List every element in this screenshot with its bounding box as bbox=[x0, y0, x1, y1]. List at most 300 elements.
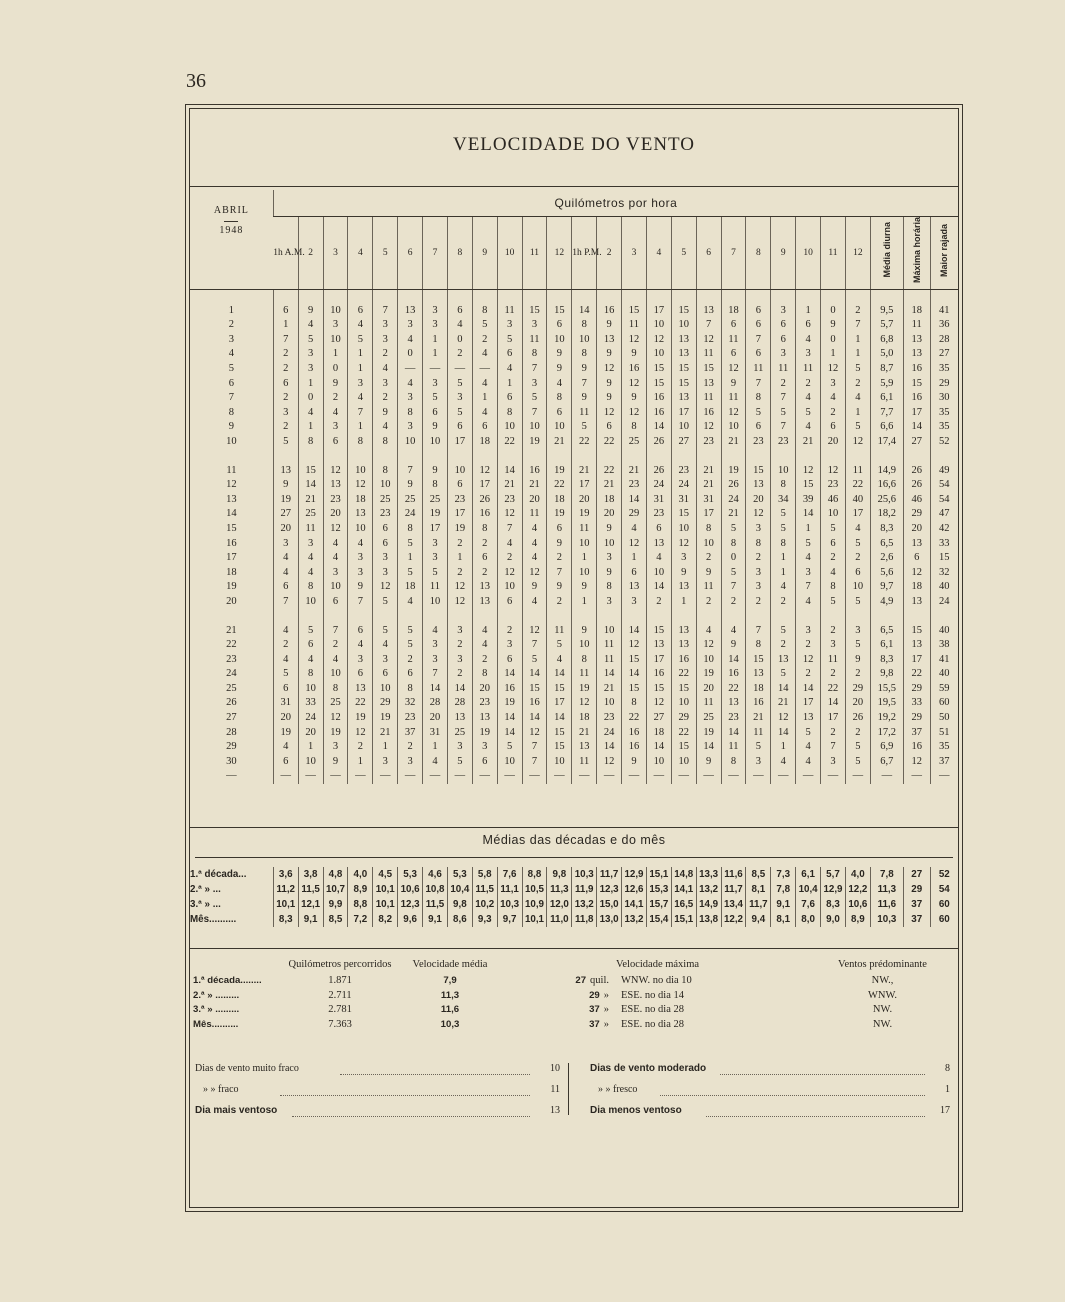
means-cell: 11,6 bbox=[721, 867, 746, 882]
value-cell: 6 bbox=[796, 318, 821, 333]
value-cell: 12 bbox=[497, 507, 522, 522]
value-cell: 29 bbox=[373, 696, 398, 711]
value-cell: 29 bbox=[903, 507, 930, 522]
value-cell: 9,7 bbox=[870, 580, 903, 595]
prevailing-wind: NW. bbox=[872, 1004, 893, 1015]
value-cell: 12 bbox=[721, 406, 746, 421]
day-cell: 6 bbox=[228, 377, 235, 389]
value-cell: 3 bbox=[398, 318, 423, 333]
table-row bbox=[190, 304, 958, 319]
means-cell: 14,8 bbox=[671, 867, 696, 882]
spacer-cell bbox=[298, 289, 323, 304]
value-cell: 14 bbox=[646, 580, 671, 595]
means-cell: 4,0 bbox=[348, 867, 373, 882]
value-cell: 14 bbox=[447, 682, 472, 697]
value-cell: 15 bbox=[547, 682, 572, 697]
value-cell: 21 bbox=[547, 435, 572, 450]
spacer-cell bbox=[930, 610, 958, 624]
means-cell: 14,9 bbox=[696, 897, 721, 912]
value-cell: 13 bbox=[721, 696, 746, 711]
day-cell: 19 bbox=[226, 581, 237, 593]
value-cell: 17 bbox=[447, 507, 472, 522]
value-cell: 5 bbox=[771, 406, 796, 421]
value-cell: 6,5 bbox=[870, 624, 903, 639]
means-cell: 4,5 bbox=[373, 867, 398, 882]
value-cell: 15 bbox=[671, 507, 696, 522]
means-cell: 15,0 bbox=[597, 897, 622, 912]
means-cell: 8,5 bbox=[746, 867, 771, 882]
value-cell: 20 bbox=[597, 507, 622, 522]
value-cell: 4 bbox=[796, 551, 821, 566]
value-cell: 4 bbox=[323, 406, 348, 421]
value-cell: 6 bbox=[646, 522, 671, 537]
value-cell: 3 bbox=[447, 624, 472, 639]
value-cell: 11 bbox=[696, 580, 721, 595]
value-cell: 21 bbox=[597, 478, 622, 493]
spacer-cell bbox=[721, 450, 746, 464]
value-cell: 16 bbox=[903, 391, 930, 406]
spacer-cell bbox=[845, 289, 870, 304]
value-cell: 13 bbox=[572, 740, 597, 755]
value-cell: 5 bbox=[796, 537, 821, 552]
value-cell: 2 bbox=[472, 333, 497, 348]
summary-header: Quilómetros percorridos bbox=[288, 958, 392, 970]
value-cell: 2 bbox=[323, 391, 348, 406]
value-cell: 4 bbox=[323, 653, 348, 668]
spacer-cell bbox=[845, 610, 870, 624]
extra-column-header bbox=[930, 217, 958, 290]
value-cell: 1 bbox=[671, 595, 696, 610]
dash-cell: — bbox=[671, 769, 696, 784]
means-cell: 12,0 bbox=[547, 897, 572, 912]
mean-speed-cell: 11,3 bbox=[440, 989, 460, 1001]
means-cell: 3,8 bbox=[298, 867, 323, 882]
means-cell: 11,7 bbox=[721, 882, 746, 897]
spacer-cell bbox=[398, 289, 423, 304]
day-cell: 3 bbox=[228, 333, 235, 345]
value-cell: 6 bbox=[348, 667, 373, 682]
means-cell: 15,7 bbox=[646, 897, 671, 912]
value-cell: 5 bbox=[821, 522, 846, 537]
value-cell: 4 bbox=[472, 406, 497, 421]
value-cell: 3 bbox=[373, 377, 398, 392]
value-cell: 6 bbox=[547, 318, 572, 333]
value-cell: 10 bbox=[845, 580, 870, 595]
table-row bbox=[190, 551, 958, 566]
spacer-cell bbox=[472, 610, 497, 624]
value-cell: 3 bbox=[821, 377, 846, 392]
value-cell: 13 bbox=[746, 478, 771, 493]
day-cell: 9 bbox=[228, 421, 235, 433]
value-cell: 11 bbox=[547, 624, 572, 639]
value-cell: 14 bbox=[547, 667, 572, 682]
means-cell: 12,9 bbox=[821, 882, 846, 897]
value-cell: 10 bbox=[572, 537, 597, 552]
table-row bbox=[190, 478, 958, 493]
value-cell: 7 bbox=[796, 580, 821, 595]
summary-label: 3.ª » ......... bbox=[193, 1004, 240, 1015]
hour-header: 5 bbox=[671, 217, 696, 290]
value-cell: 14 bbox=[696, 740, 721, 755]
value-cell: 4 bbox=[845, 522, 870, 537]
means-cell: 9,0 bbox=[821, 912, 846, 927]
value-cell: 10 bbox=[323, 667, 348, 682]
means-cell: 10,3 bbox=[497, 897, 522, 912]
value-cell: 7 bbox=[398, 464, 423, 479]
value-cell: 14 bbox=[497, 711, 522, 726]
value-cell: 24 bbox=[298, 711, 323, 726]
value-cell: 14 bbox=[423, 682, 448, 697]
value-cell: 40 bbox=[930, 624, 958, 639]
dash-cell: — bbox=[447, 769, 472, 784]
value-cell: 2 bbox=[696, 551, 721, 566]
means-cell: 11,7 bbox=[597, 867, 622, 882]
value-cell: 8 bbox=[721, 537, 746, 552]
value-cell: 10 bbox=[671, 696, 696, 711]
max-speed-value: 27 bbox=[575, 975, 587, 986]
value-cell: 16 bbox=[721, 667, 746, 682]
value-cell: 15 bbox=[646, 682, 671, 697]
value-cell: 14 bbox=[622, 624, 647, 639]
value-cell: 23 bbox=[721, 711, 746, 726]
value-cell: 3 bbox=[597, 551, 622, 566]
value-cell: 10 bbox=[696, 537, 721, 552]
value-cell: 3 bbox=[373, 653, 398, 668]
value-cell: 4 bbox=[423, 624, 448, 639]
summary-row bbox=[193, 989, 955, 1004]
days-label: Dia mais ventoso bbox=[195, 1105, 278, 1116]
dash-cell: — bbox=[497, 769, 522, 784]
table-row bbox=[190, 537, 958, 552]
dash-cell: — bbox=[870, 769, 903, 784]
value-cell: 22 bbox=[721, 682, 746, 697]
value-cell: 7 bbox=[323, 624, 348, 639]
dash-row bbox=[190, 769, 958, 784]
value-cell: 13 bbox=[671, 333, 696, 348]
max-speed-cell bbox=[505, 1003, 615, 1018]
value-cell: 25 bbox=[373, 493, 398, 508]
value-cell: 3 bbox=[423, 551, 448, 566]
spacer-cell bbox=[348, 610, 373, 624]
value-cell: 35 bbox=[930, 406, 958, 421]
table-row bbox=[190, 580, 958, 595]
value-cell: 23 bbox=[472, 696, 497, 711]
means-cell: 9,1 bbox=[771, 897, 796, 912]
value-cell: 32 bbox=[930, 566, 958, 581]
means-cell: 52 bbox=[930, 867, 958, 882]
value-cell: 34 bbox=[771, 493, 796, 508]
value-cell: 22 bbox=[622, 711, 647, 726]
value-cell: 3 bbox=[447, 391, 472, 406]
spacer-cell bbox=[796, 450, 821, 464]
value-cell: 1 bbox=[298, 740, 323, 755]
mean-speed-cell: 10,3 bbox=[440, 1018, 460, 1030]
value-cell: 7 bbox=[348, 406, 373, 421]
means-cell: 7,8 bbox=[870, 867, 903, 882]
value-cell: 1 bbox=[472, 391, 497, 406]
value-cell: 8 bbox=[348, 435, 373, 450]
value-cell: 13 bbox=[597, 333, 622, 348]
value-cell: 18 bbox=[903, 580, 930, 595]
value-cell: 6 bbox=[721, 318, 746, 333]
value-cell: 6 bbox=[622, 566, 647, 581]
spacer-cell bbox=[771, 450, 796, 464]
value-cell: 40 bbox=[930, 580, 958, 595]
value-cell: 1 bbox=[572, 551, 597, 566]
hour-header: 9 bbox=[472, 217, 497, 290]
value-cell: 49 bbox=[930, 464, 958, 479]
value-cell: 13 bbox=[671, 391, 696, 406]
value-cell: 15 bbox=[671, 304, 696, 319]
value-cell: 16 bbox=[622, 740, 647, 755]
dash-cell: — bbox=[696, 769, 721, 784]
value-cell: 16 bbox=[903, 740, 930, 755]
table-row bbox=[190, 347, 958, 362]
value-cell: 2 bbox=[771, 638, 796, 653]
value-cell: 6 bbox=[746, 318, 771, 333]
value-cell: 22 bbox=[671, 726, 696, 741]
spacer-cell bbox=[398, 450, 423, 464]
value-cell: 15 bbox=[646, 362, 671, 377]
value-cell: 4 bbox=[522, 551, 547, 566]
value-cell: 12 bbox=[597, 755, 622, 770]
spacer-cell bbox=[746, 289, 771, 304]
value-cell: 4 bbox=[298, 566, 323, 581]
spacer-cell bbox=[930, 289, 958, 304]
hour-header: 7 bbox=[423, 217, 448, 290]
value-cell: 17,4 bbox=[870, 435, 903, 450]
value-cell: 11 bbox=[721, 391, 746, 406]
value-cell: 4 bbox=[348, 537, 373, 552]
value-cell: 24 bbox=[597, 726, 622, 741]
value-cell: 12 bbox=[796, 653, 821, 668]
value-cell: 10 bbox=[398, 435, 423, 450]
value-cell: 7 bbox=[696, 318, 721, 333]
days-value: 8 bbox=[945, 1063, 950, 1074]
hour-header: 11 bbox=[821, 217, 846, 290]
value-cell: 51 bbox=[930, 726, 958, 741]
days-value: 1 bbox=[945, 1084, 950, 1095]
means-cell: 8,3 bbox=[273, 912, 298, 927]
dash-cell: — bbox=[572, 769, 597, 784]
value-cell: 26 bbox=[903, 464, 930, 479]
value-cell: 6,8 bbox=[870, 333, 903, 348]
value-cell: 13 bbox=[323, 478, 348, 493]
means-cell: 8,3 bbox=[821, 897, 846, 912]
value-cell: 6 bbox=[348, 624, 373, 639]
value-cell: 23 bbox=[671, 464, 696, 479]
value-cell: 1 bbox=[796, 304, 821, 319]
spacer-cell bbox=[190, 610, 273, 624]
value-cell: 10 bbox=[547, 420, 572, 435]
value-cell: 8 bbox=[373, 435, 398, 450]
means-cell: 11,5 bbox=[472, 882, 497, 897]
value-cell: 8 bbox=[497, 406, 522, 421]
value-cell: 17 bbox=[903, 406, 930, 421]
table-row bbox=[190, 595, 958, 610]
leader-dots bbox=[292, 1116, 530, 1117]
value-cell: 14 bbox=[646, 420, 671, 435]
value-cell: 11 bbox=[821, 653, 846, 668]
value-cell: 20 bbox=[903, 522, 930, 537]
value-cell: 1 bbox=[771, 566, 796, 581]
value-cell: 3 bbox=[298, 537, 323, 552]
max-speed-unit: » bbox=[603, 1018, 609, 1030]
means-cell: 11,8 bbox=[572, 912, 597, 927]
value-cell: 31 bbox=[423, 726, 448, 741]
value-cell: 19 bbox=[273, 493, 298, 508]
value-cell: 23 bbox=[771, 435, 796, 450]
value-cell: 19 bbox=[572, 682, 597, 697]
dash-cell: — bbox=[472, 769, 497, 784]
spacer-cell bbox=[870, 289, 903, 304]
value-cell: 3 bbox=[298, 362, 323, 377]
value-cell: 3 bbox=[497, 638, 522, 653]
value-cell: 9 bbox=[423, 420, 448, 435]
value-cell: 3 bbox=[323, 420, 348, 435]
value-cell: 10 bbox=[771, 464, 796, 479]
means-cell: 37 bbox=[903, 897, 930, 912]
means-cell: 10,3 bbox=[572, 867, 597, 882]
value-cell: 13 bbox=[903, 595, 930, 610]
value-cell: 6 bbox=[497, 653, 522, 668]
value-cell: 16 bbox=[903, 362, 930, 377]
summary-row bbox=[193, 1003, 955, 1018]
value-cell: 1 bbox=[423, 333, 448, 348]
value-cell: — bbox=[423, 362, 448, 377]
value-cell: 27 bbox=[930, 347, 958, 362]
value-cell: 10 bbox=[572, 638, 597, 653]
value-cell: 8 bbox=[746, 537, 771, 552]
value-cell: 7 bbox=[572, 377, 597, 392]
value-cell: 59 bbox=[930, 682, 958, 697]
value-cell: 12 bbox=[622, 537, 647, 552]
value-cell: 12 bbox=[597, 406, 622, 421]
value-cell: 6 bbox=[472, 551, 497, 566]
hour-header: 9 bbox=[771, 217, 796, 290]
value-cell: 2 bbox=[373, 347, 398, 362]
table-row bbox=[190, 726, 958, 741]
value-cell: 3 bbox=[323, 566, 348, 581]
value-cell: 4 bbox=[472, 347, 497, 362]
value-cell: 60 bbox=[930, 696, 958, 711]
value-cell: 10 bbox=[646, 755, 671, 770]
value-cell: 4 bbox=[348, 638, 373, 653]
day-cell: 27 bbox=[226, 712, 237, 724]
value-cell: 17 bbox=[646, 304, 671, 319]
spacer-cell bbox=[696, 450, 721, 464]
means-cell: 3,6 bbox=[273, 867, 298, 882]
hour-header: 8 bbox=[447, 217, 472, 290]
value-cell: 3 bbox=[348, 551, 373, 566]
value-cell: 1 bbox=[845, 333, 870, 348]
value-cell: 6 bbox=[497, 347, 522, 362]
means-cell: 12,1 bbox=[298, 897, 323, 912]
value-cell: 12 bbox=[903, 566, 930, 581]
value-cell: 14 bbox=[522, 667, 547, 682]
value-cell: 3 bbox=[771, 347, 796, 362]
spacer-cell bbox=[622, 450, 647, 464]
table-row bbox=[190, 566, 958, 581]
value-cell: 24 bbox=[721, 493, 746, 508]
value-cell: 5 bbox=[845, 595, 870, 610]
value-cell: 4 bbox=[796, 740, 821, 755]
value-cell: 8 bbox=[572, 653, 597, 668]
spacer-cell bbox=[646, 610, 671, 624]
value-cell: 19 bbox=[696, 726, 721, 741]
value-cell: 11 bbox=[721, 333, 746, 348]
value-cell: 4 bbox=[423, 755, 448, 770]
value-cell: 25 bbox=[622, 435, 647, 450]
value-cell: 16 bbox=[497, 682, 522, 697]
max-speed-cell bbox=[505, 974, 615, 989]
value-cell: 23 bbox=[447, 493, 472, 508]
means-cell: 7,6 bbox=[796, 897, 821, 912]
value-cell: 5 bbox=[497, 333, 522, 348]
value-cell: 10 bbox=[373, 478, 398, 493]
value-cell: 10 bbox=[497, 755, 522, 770]
value-cell: 11 bbox=[572, 406, 597, 421]
leader-dots bbox=[280, 1095, 530, 1096]
value-cell: 19 bbox=[547, 507, 572, 522]
value-cell: 24 bbox=[671, 478, 696, 493]
means-cell: 15,1 bbox=[671, 912, 696, 927]
value-cell: 8 bbox=[572, 318, 597, 333]
means-cell: 10,4 bbox=[796, 882, 821, 897]
means-cell: 12,3 bbox=[597, 882, 622, 897]
day-cell: 30 bbox=[226, 755, 237, 767]
means-cell: 10,2 bbox=[472, 897, 497, 912]
month-label: ABRIL bbox=[213, 205, 249, 216]
means-cell: 11,6 bbox=[870, 897, 903, 912]
spacer-cell bbox=[721, 610, 746, 624]
divider bbox=[190, 827, 958, 828]
value-cell: 2 bbox=[821, 624, 846, 639]
value-cell: 4 bbox=[373, 638, 398, 653]
day-cell: 23 bbox=[226, 653, 237, 665]
table-row bbox=[190, 696, 958, 711]
spacer-cell bbox=[273, 450, 298, 464]
value-cell: 6 bbox=[746, 420, 771, 435]
value-cell: 11 bbox=[572, 667, 597, 682]
spacer-cell bbox=[903, 610, 930, 624]
value-cell: 40 bbox=[845, 493, 870, 508]
value-cell: 4 bbox=[522, 537, 547, 552]
value-cell: 2 bbox=[821, 551, 846, 566]
value-cell: 3 bbox=[348, 653, 373, 668]
value-cell: 19,2 bbox=[870, 711, 903, 726]
value-cell: 9 bbox=[572, 580, 597, 595]
value-cell: 14 bbox=[796, 682, 821, 697]
value-cell: 22 bbox=[597, 464, 622, 479]
value-cell: 3 bbox=[746, 522, 771, 537]
value-cell: 6 bbox=[373, 522, 398, 537]
spacer-cell bbox=[870, 610, 903, 624]
value-cell: 9 bbox=[696, 755, 721, 770]
means-cell: 14,1 bbox=[622, 897, 647, 912]
dash-cell: — bbox=[423, 769, 448, 784]
means-row bbox=[190, 912, 958, 927]
means-cell: 11,5 bbox=[298, 882, 323, 897]
value-cell: 14 bbox=[497, 726, 522, 741]
value-cell: 7 bbox=[273, 333, 298, 348]
value-cell: 19 bbox=[323, 726, 348, 741]
means-cell: 10,7 bbox=[323, 882, 348, 897]
value-cell: 13 bbox=[796, 711, 821, 726]
value-cell: 9 bbox=[398, 478, 423, 493]
value-cell: 10 bbox=[646, 347, 671, 362]
value-cell: 2 bbox=[373, 391, 398, 406]
